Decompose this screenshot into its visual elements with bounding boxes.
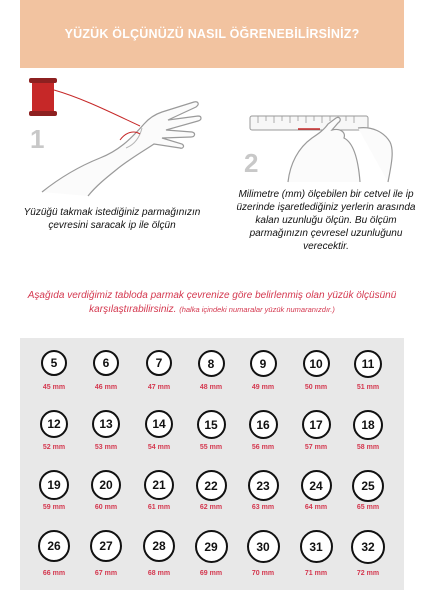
ring-size-label: 20	[91, 470, 121, 500]
size-cell	[237, 466, 289, 526]
ring-size-label: 8	[198, 350, 225, 377]
circumference-label: 54 mm	[147, 444, 171, 451]
size-cell	[185, 346, 237, 406]
circumference-label: 55 mm	[199, 444, 223, 451]
circumference-label: 62 mm	[199, 504, 223, 511]
circumference-label: 68 mm	[147, 570, 171, 577]
circumference-label: 46 mm	[94, 384, 118, 391]
circumference-label: 72 mm	[356, 570, 380, 577]
size-cell	[290, 406, 342, 466]
circumference-label: 49 mm	[251, 384, 275, 391]
size-cell	[237, 406, 289, 466]
ring-size-label: 16	[249, 410, 278, 439]
size-cell	[28, 406, 80, 466]
step-2-caption: Milimetre (mm) ölçebilen bir cetvel ile ip üzerinde işaretlediğiniz yerlerin arasında kalan uzunluğu ölçün. Bu ölçüm parmağınızın çevresel uzunluğunu verecektir.	[236, 189, 416, 252]
ring-size-label: 14	[145, 410, 173, 438]
ring-size-label: 10	[303, 350, 330, 377]
circumference-label: 65 mm	[356, 504, 380, 511]
ring-size-label: 6	[93, 350, 119, 376]
circumference-label: 67 mm	[94, 570, 118, 577]
ring-size-label: 13	[92, 410, 120, 438]
ring-size-label: 17	[302, 410, 331, 439]
header-banner	[20, 0, 404, 68]
size-cell	[290, 466, 342, 526]
size-cell	[28, 346, 80, 406]
ring-size-label: 23	[248, 470, 279, 501]
circumference-label: 47 mm	[147, 384, 171, 391]
size-cell	[28, 528, 80, 588]
size-cell	[185, 466, 237, 526]
circumference-label: 56 mm	[251, 444, 275, 451]
ring-size-label: 12	[40, 410, 68, 438]
ring-size-label: 5	[41, 350, 67, 376]
circumference-label: 66 mm	[42, 570, 66, 577]
ring-size-label: 27	[90, 530, 122, 562]
ring-size-label: 30	[247, 530, 280, 563]
size-cell	[290, 346, 342, 406]
circumference-label: 71 mm	[304, 570, 328, 577]
ring-size-label: 11	[354, 350, 382, 378]
table-note	[26, 289, 398, 317]
circumference-label: 58 mm	[356, 444, 380, 451]
circumference-label: 45 mm	[42, 384, 66, 391]
circumference-label: 59 mm	[42, 504, 66, 511]
ring-size-label: 19	[39, 470, 69, 500]
circumference-label: 50 mm	[304, 384, 328, 391]
circumference-label: 61 mm	[147, 504, 171, 511]
size-chart-panel	[20, 338, 404, 590]
size-cell	[342, 406, 394, 466]
size-cell	[80, 346, 132, 406]
circumference-label: 52 mm	[42, 444, 66, 451]
table-note-small: (halka içindeki numaralar yüzük numaranızdır.)	[179, 305, 335, 314]
ring-size-label: 29	[195, 530, 228, 563]
circumference-label: 48 mm	[199, 384, 223, 391]
circumference-label: 70 mm	[251, 570, 275, 577]
size-cell	[28, 466, 80, 526]
circumference-label: 53 mm	[94, 444, 118, 451]
size-cell	[133, 528, 185, 588]
ring-size-label: 32	[351, 530, 385, 564]
size-cell	[185, 528, 237, 588]
size-cell	[342, 528, 394, 588]
ring-size-label: 15	[197, 410, 226, 439]
size-cell	[342, 466, 394, 526]
ring-size-label: 18	[353, 410, 383, 440]
circumference-label: 69 mm	[199, 570, 223, 577]
step-number-2: 2	[244, 148, 259, 178]
size-cell	[290, 528, 342, 588]
ring-size-label: 9	[250, 350, 277, 377]
size-cell	[133, 406, 185, 466]
size-cell	[80, 406, 132, 466]
size-cell	[133, 346, 185, 406]
size-cell	[80, 528, 132, 588]
size-cell	[80, 466, 132, 526]
size-cell	[185, 406, 237, 466]
hand-thread-illustration	[22, 74, 212, 202]
header-title: YÜZÜK ÖLÇÜNÜZÜ NASIL ÖĞRENEBİLİRSİNİZ?	[64, 27, 360, 41]
ring-size-label: 26	[38, 530, 70, 562]
size-cell	[237, 346, 289, 406]
size-cell	[237, 528, 289, 588]
step-1-caption: Yüzüğü takmak istediğiniz parmağınızın çevresini saracak ip ile ölçün	[23, 207, 201, 231]
circumference-label: 57 mm	[304, 444, 328, 451]
ring-size-label: 7	[146, 350, 172, 376]
ring-size-label: 22	[196, 470, 227, 501]
ring-size-label: 28	[143, 530, 175, 562]
ring-size-label: 31	[300, 530, 333, 563]
size-cell	[133, 466, 185, 526]
circumference-label: 51 mm	[356, 384, 380, 391]
size-cell	[342, 346, 394, 406]
step-number-1: 1	[30, 124, 45, 154]
ring-size-label: 21	[144, 470, 174, 500]
table-note-main: Aşağıda verdiğimiz tabloda parmak çevrenize göre belirlenmiş olan yüzük ölçüsünü karşılaştırabilirsiniz.	[27, 290, 397, 315]
ring-size-label: 25	[352, 470, 384, 502]
circumference-label: 63 mm	[251, 504, 275, 511]
circumference-label: 60 mm	[94, 504, 118, 511]
circumference-label: 64 mm	[304, 504, 328, 511]
ring-size-label: 24	[301, 470, 332, 501]
